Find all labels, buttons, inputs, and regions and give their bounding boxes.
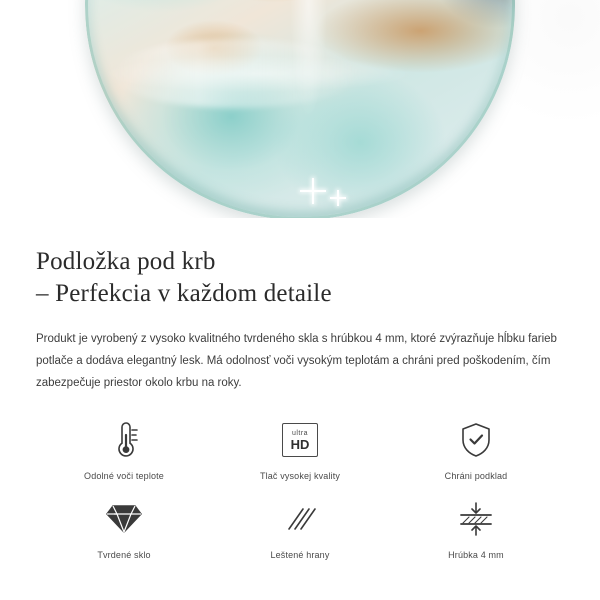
feature-item-surface-protection — [388, 416, 564, 481]
feature-item-thickness — [388, 495, 564, 560]
feature-grid — [36, 416, 564, 560]
feature-item-print-quality — [212, 416, 388, 481]
feature-label: Tlač vysokej kvality — [259, 471, 341, 481]
polished-edges-icon — [283, 499, 317, 539]
feature-item-tempered-glass — [36, 495, 212, 560]
feature-label: Tvrdené sklo — [97, 550, 151, 560]
feature-item-heat-resistance — [36, 416, 212, 481]
feature-label: Leštené hrany — [270, 550, 330, 560]
feature-label: Odolné voči teplote — [84, 471, 164, 481]
headline-line-1: Podložka pod krb — [36, 248, 216, 275]
feature-item-polished-edges — [212, 495, 388, 560]
ultra-hd-icon — [282, 420, 318, 460]
shield-check-icon — [460, 420, 492, 460]
description-paragraph: Produkt je vyrobený z vysoko kvalitného tvrdeného skla s hrúbkou 4 mm, ktoré zvýrazňuje hĺbku farieb potlače a dodáva elegantný lesk. Má odolnosť voči vysokým teplotám a chráni pred poškodením, čím zabezpečuje priestor okolo krbu na roky. — [36, 333, 557, 389]
diamond-icon — [105, 499, 143, 539]
thermometer-icon — [109, 420, 139, 460]
hero-image — [0, 0, 600, 218]
page-title — [36, 246, 564, 310]
feature-label: Hrúbka 4 mm — [448, 550, 504, 560]
ultra-hd-badge-top: ultra — [291, 429, 309, 437]
content-section — [0, 218, 600, 560]
headline-line-2: – Perfekcia v každom detaile — [36, 280, 332, 307]
sparkle-icon — [330, 190, 346, 206]
sparkle-icon — [300, 178, 326, 204]
thickness-arrows-icon — [456, 499, 496, 539]
ultra-hd-badge-bottom: HD — [290, 436, 310, 452]
feature-label: Chráni podklad — [444, 471, 508, 481]
